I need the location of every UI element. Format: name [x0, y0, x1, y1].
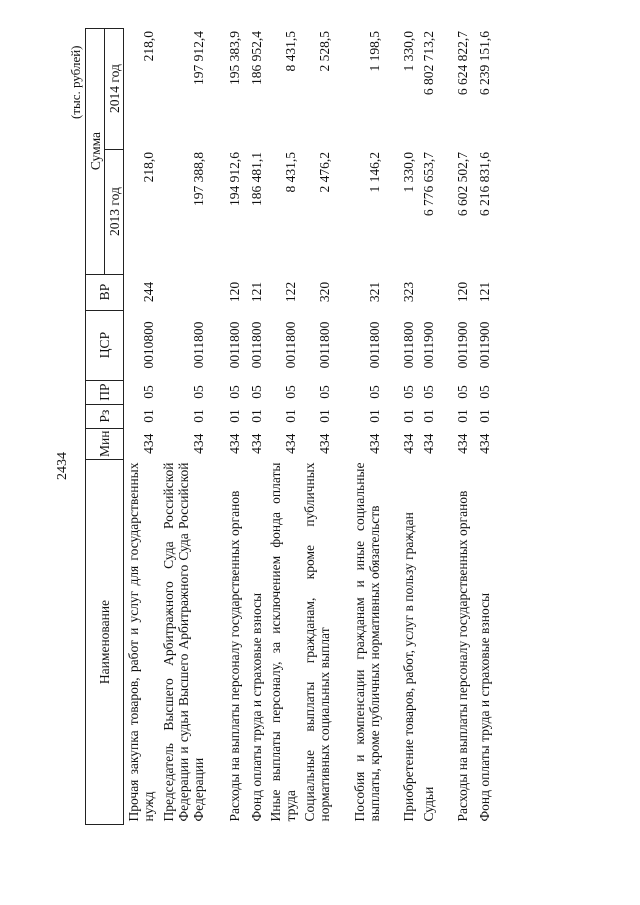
table-row — [334, 28, 384, 824]
row-pr: 05 — [141, 385, 156, 399]
row-min: 434 — [227, 433, 242, 454]
row-value-2013: 197 388,8 — [191, 152, 206, 207]
row-vr: 323 — [401, 281, 416, 303]
header-csr: ЦСР — [86, 310, 124, 380]
row-value-2013: 218,0 — [141, 152, 156, 183]
header-min: Мин — [86, 428, 124, 459]
row-value-2014: 197 912,4 — [191, 31, 206, 86]
row-csr: 0010800 — [141, 321, 156, 369]
row-min: 434 — [249, 433, 264, 454]
row-pr: 05 — [421, 385, 436, 399]
table-row — [438, 28, 472, 824]
row-csr: 0011900 — [455, 321, 470, 369]
row-csr: 0011800 — [227, 321, 242, 369]
table-row — [384, 28, 418, 824]
row-vr — [158, 274, 208, 310]
table-row — [472, 28, 494, 824]
row-pr: 05 — [317, 385, 332, 399]
row-min: 434 — [191, 433, 206, 454]
row-value-2014: 2 528,5 — [317, 31, 332, 72]
row-value-2013: 6 776 653,7 — [421, 152, 436, 217]
row-rz: 01 — [283, 409, 298, 423]
row-value-2014: 195 383,9 — [227, 31, 242, 86]
row-min: 434 — [367, 433, 382, 454]
row-name: Судьи — [421, 786, 436, 822]
row-value-2014: 1 198,5 — [367, 31, 382, 72]
row-csr: 0011900 — [477, 321, 492, 369]
row-rz: 01 — [401, 409, 416, 423]
row-csr: 0011800 — [317, 321, 332, 369]
row-min: 434 — [455, 433, 470, 454]
row-pr: 05 — [191, 385, 206, 399]
row-pr: 05 — [401, 385, 416, 399]
row-rz: 01 — [455, 409, 470, 423]
header-sum: Сумма — [86, 28, 105, 274]
row-value-2014: 8 431,5 — [283, 31, 298, 72]
header-pr: ПР — [86, 380, 124, 404]
row-pr: 05 — [477, 385, 492, 399]
row-min: 434 — [477, 433, 492, 454]
row-rz: 01 — [191, 409, 206, 423]
row-vr: 121 — [249, 281, 264, 303]
row-name: Социальные выплаты гражданам, кроме публичных нормативных социальных выплат — [302, 462, 332, 822]
header-name: Наименование — [86, 460, 124, 825]
row-vr: 320 — [317, 281, 332, 303]
table-row — [124, 28, 159, 824]
row-rz: 01 — [317, 409, 332, 423]
row-rz: 01 — [227, 409, 242, 423]
row-name: Фонд оплаты труда и страховые взносы — [477, 592, 492, 822]
row-csr: 0011800 — [191, 321, 206, 369]
row-name: Фонд оплаты труда и страховые взносы — [249, 592, 264, 822]
table-row — [418, 28, 438, 824]
row-rz: 01 — [141, 409, 156, 423]
row-name: Пособия и компенсации гражданам и иные социальные выплаты, кроме публичных нормативных обязательств — [352, 462, 382, 822]
row-vr: 120 — [227, 281, 242, 303]
row-value-2014: 6 239 151,6 — [477, 31, 492, 96]
table-row — [244, 28, 266, 824]
row-value-2013: 194 912,6 — [227, 152, 242, 207]
table-row — [208, 28, 244, 824]
table-row — [300, 28, 334, 824]
row-pr: 05 — [227, 385, 242, 399]
row-name: Расходы на выплаты персоналу государственных органов — [227, 490, 242, 822]
row-vr: 122 — [283, 281, 298, 303]
row-vr: 121 — [477, 281, 492, 303]
table-row — [266, 28, 300, 824]
row-vr: 321 — [367, 281, 382, 303]
row-min: 434 — [401, 433, 416, 454]
row-name: Прочая закупка товаров, работ и услуг для государственных нужд — [126, 462, 156, 822]
row-min: 434 — [317, 433, 332, 454]
table-row — [158, 28, 208, 824]
page-number: 2434 — [55, 452, 70, 480]
budget-table — [85, 28, 494, 825]
row-pr: 05 — [455, 385, 470, 399]
row-name: Иные выплаты персоналу, за исключением фонда оплаты труда — [268, 462, 298, 822]
table-body — [124, 28, 495, 824]
row-name: Расходы на выплаты персоналу государственных органов — [455, 490, 470, 822]
row-value-2013: 6 602 502,7 — [455, 152, 470, 217]
row-value-2014: 218,0 — [141, 31, 156, 62]
row-rz: 01 — [367, 409, 382, 423]
row-value-2014: 1 330,0 — [401, 31, 416, 72]
row-value-2013: 1 146,2 — [367, 152, 382, 193]
row-name: Приобретение товаров, работ, услуг в пользу граждан — [401, 512, 416, 822]
header-2014: 2014 год — [105, 28, 124, 149]
row-value-2013: 1 330,0 — [401, 152, 416, 193]
row-csr: 0011800 — [401, 321, 416, 369]
row-pr: 05 — [283, 385, 298, 399]
row-value-2013: 186 481,1 — [249, 152, 264, 207]
row-value-2014: 6 802 713,2 — [421, 31, 436, 96]
header-2013: 2013 год — [105, 149, 124, 274]
units-label: (тыс. рублей) — [68, 45, 83, 119]
row-value-2013: 2 476,2 — [317, 152, 332, 193]
row-min: 434 — [283, 433, 298, 454]
row-name: Председатель Высшего Арбитражного Суда Российской Федерации и судьи Высшего Арбитражного Суда Российской Федерации — [161, 462, 206, 822]
row-csr: 0011800 — [249, 321, 264, 369]
row-rz: 01 — [421, 409, 436, 423]
row-vr: 244 — [141, 281, 156, 303]
row-csr: 0011800 — [367, 321, 382, 369]
row-min: 434 — [421, 433, 436, 454]
row-csr: 0011900 — [421, 321, 436, 369]
row-value-2013: 8 431,5 — [283, 152, 298, 193]
header-vr: ВР — [86, 274, 124, 310]
row-value-2014: 6 624 822,7 — [455, 31, 470, 96]
row-vr — [418, 274, 438, 310]
row-pr: 05 — [367, 385, 382, 399]
header-row — [86, 28, 105, 824]
row-pr: 05 — [249, 385, 264, 399]
row-rz: 01 — [477, 409, 492, 423]
row-csr: 0011800 — [283, 321, 298, 369]
header-rz: Рз — [86, 404, 124, 428]
row-value-2014: 186 952,4 — [249, 31, 264, 86]
row-value-2013: 6 216 831,6 — [477, 152, 492, 217]
row-vr: 120 — [455, 281, 470, 303]
row-rz: 01 — [249, 409, 264, 423]
row-min: 434 — [141, 433, 156, 454]
